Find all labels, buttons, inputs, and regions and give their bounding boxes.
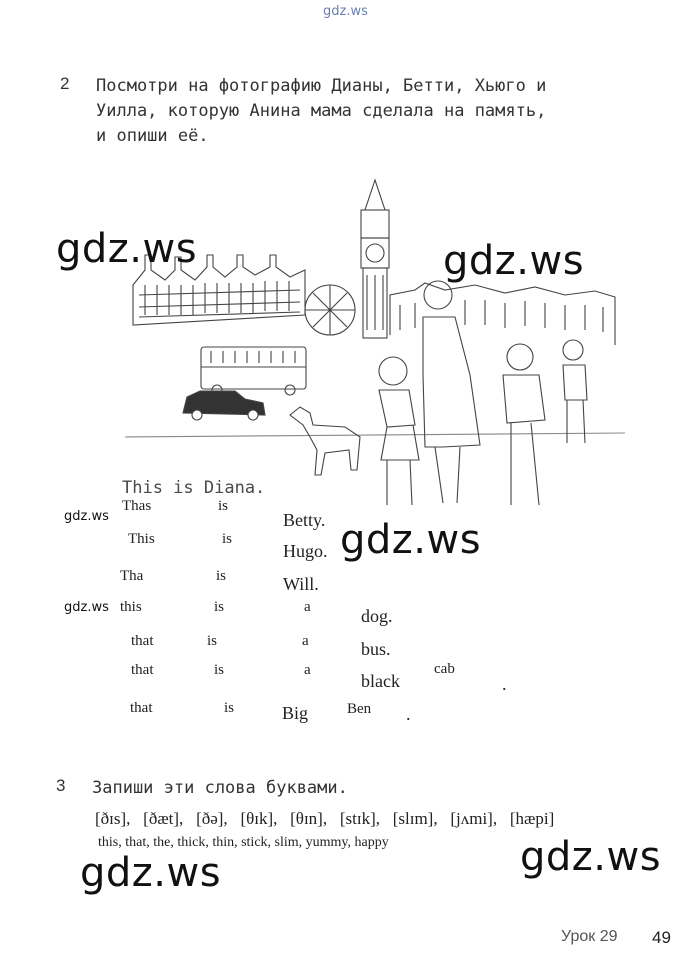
answer-word: is bbox=[214, 599, 225, 615]
transcription: [θɪn], bbox=[290, 809, 328, 828]
answer-word: a bbox=[302, 633, 309, 649]
task-2-line: Уилла, которую Анина мама сделала на память, bbox=[96, 101, 547, 121]
transcription-list bbox=[95, 809, 554, 829]
answer-word: dog. bbox=[361, 606, 393, 626]
answer-word: that bbox=[130, 700, 153, 716]
watermark-top: gdz.ws bbox=[323, 4, 368, 19]
answer-word: that bbox=[131, 662, 154, 678]
answer-word: . bbox=[406, 704, 411, 724]
transcription: [ðæt], bbox=[143, 809, 184, 828]
task-3-answer: this, that, the, thick, thin, stick, slim, yummy, happy bbox=[98, 835, 389, 850]
dog bbox=[290, 407, 360, 475]
boy-will bbox=[563, 340, 587, 443]
answer-word: is bbox=[218, 498, 229, 514]
task-3-title: Запиши эти слова буквами. bbox=[92, 778, 348, 798]
answer-word: Ben bbox=[347, 701, 372, 717]
answer-word: cab bbox=[434, 661, 455, 677]
watermark-small: gdz.ws bbox=[64, 600, 109, 615]
answer-word: Will. bbox=[283, 574, 319, 594]
transcription: [ðə], bbox=[196, 809, 228, 828]
watermark: gdz.ws bbox=[56, 226, 198, 272]
transcription: [stɪk], bbox=[339, 809, 380, 828]
watermark: gdz.ws bbox=[520, 834, 662, 880]
answer-word: Hugo. bbox=[283, 541, 328, 561]
transcription: [slɪm], bbox=[392, 809, 438, 828]
answer-word: Tha bbox=[120, 568, 144, 584]
answer-word: black bbox=[361, 671, 400, 691]
boy-hugo bbox=[503, 344, 545, 505]
task-2-instructions bbox=[96, 74, 546, 149]
transcription: [ðɪs], bbox=[95, 809, 131, 828]
big-ben bbox=[361, 180, 389, 338]
page-number: 49 bbox=[652, 928, 671, 947]
transcription: [jʌmi], bbox=[450, 809, 498, 828]
answer-word: is bbox=[222, 531, 233, 547]
task-2-line: и опиши её. bbox=[96, 126, 209, 146]
watermark-small: gdz.ws bbox=[64, 509, 109, 524]
answer-word: is bbox=[224, 700, 235, 716]
answer-word: a bbox=[304, 662, 311, 678]
lesson-label: Урок 29 bbox=[561, 928, 618, 945]
watermark: gdz.ws bbox=[443, 238, 585, 284]
task-3-number: 3 bbox=[56, 776, 66, 795]
task-2-number: 2 bbox=[60, 74, 70, 93]
transcription: [θɪk], bbox=[240, 809, 278, 828]
answer-word: bus. bbox=[361, 639, 391, 659]
answer-word: is bbox=[216, 568, 227, 584]
answer-word: that bbox=[131, 633, 154, 649]
watermark: gdz.ws bbox=[80, 850, 222, 896]
london-illustration bbox=[125, 175, 625, 515]
woman-figure bbox=[423, 281, 480, 503]
example-sentence: This is Diana. bbox=[122, 478, 266, 498]
answer-word: Big bbox=[282, 703, 309, 723]
answer-word: a bbox=[304, 599, 311, 615]
black-cab bbox=[183, 391, 265, 420]
answer-word: . bbox=[502, 674, 507, 694]
answer-word: is bbox=[207, 633, 218, 649]
answer-word: This bbox=[128, 531, 155, 547]
watermark: gdz.ws bbox=[340, 517, 482, 563]
transcription: [hæpi] bbox=[509, 809, 555, 828]
task-2-line: Посмотри на фотографию Дианы, Бетти, Хьюго и bbox=[96, 76, 547, 96]
answer-word: is bbox=[214, 662, 225, 678]
answer-word: this bbox=[120, 599, 142, 615]
girl-diana bbox=[379, 357, 419, 505]
answer-word: Betty. bbox=[283, 510, 326, 530]
answer-word: Thas bbox=[122, 498, 152, 514]
double-decker-bus bbox=[201, 347, 306, 395]
